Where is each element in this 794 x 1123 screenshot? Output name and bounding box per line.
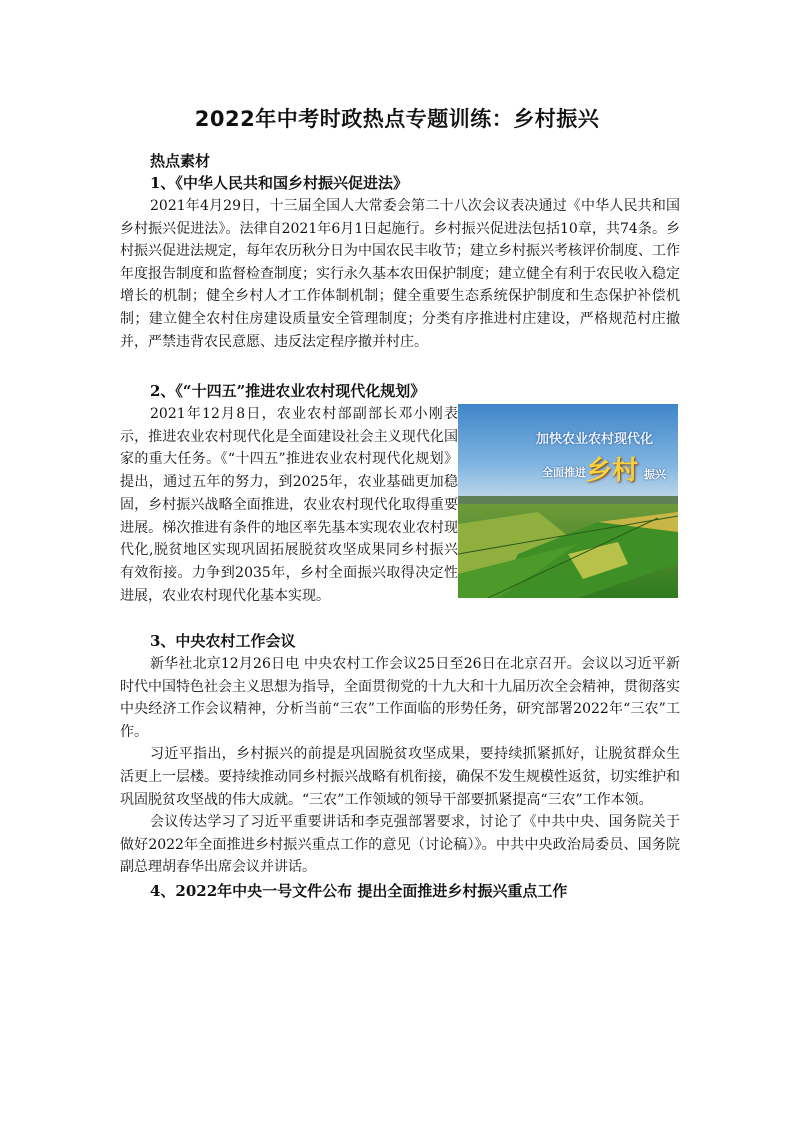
section-1-paragraph: 2021年4月29日，十三届全国人大常委会第二十八次会议表决通过《中华人民共和国乡村振兴促进法》。法律自2021年6月1日起施行。乡村振兴促进法包括10章，共74条。乡村振兴促进法规定，每年农历秋分日为中国农民丰收节；建立乡村振兴考核评价制度、工作年度报告制度和监督检查制度；实行永久基本农田保护制度；建立健全有利于农民收入稳定增长的机制；健全乡村人才工作体制机制；健全重要生态系统保护制度和生态保护补偿机制；建立健全农村住房建设质量安全管理制度；分类有序推进村庄建设，严格规范村庄撤并，严禁违背农民意愿、违反法定程序撤并村庄。 — [120, 198, 680, 350]
section-2-body — [120, 403, 458, 607]
section-1-heading: 1、《中华人民共和国乡村振兴促进法》 — [150, 174, 408, 192]
section-3-body — [120, 653, 680, 879]
section-3-heading: 3、中央农村工作会议 — [150, 632, 296, 650]
section-3-paragraph-1: 新华社北京12月26日电 中央农村工作会议25日至26日在北京召开。会议以习近平新时代中国特色社会主义思想为指导，全面贯彻党的十九大和十九届历次全会精神，贯彻落实中央经济工作会议精神，分析当前“三农”工作面临的形势任务，研究部署2022年“三农”工作。 — [120, 656, 680, 740]
image-caption-big: 乡村 — [586, 456, 639, 486]
section-4-heading: 4、2022年中央一号文件公布 提出全面推进乡村振兴重点工作 — [150, 882, 568, 900]
section-3-paragraph-2: 习近平指出，乡村振兴的前提是巩固脱贫攻坚成果，要持续抓紧抓好，让脱贫群众生活更上一层楼。要持续推动同乡村振兴战略有机衔接，确保不发生规模性返贫，切实维护和巩固脱贫攻坚战的伟大成就。“三农”工作领域的领导干部要抓紧提高“三农”工作本领。 — [120, 746, 680, 808]
section-2-heading: 2、《“十四五”推进农业农村现代化规划》 — [150, 382, 426, 400]
document-title: 2022年中考时政热点专题训练：乡村振兴 — [194, 107, 600, 131]
section-heading-hot-material: 热点素材 — [150, 152, 211, 170]
rural-revitalization-image — [458, 404, 678, 598]
section-3-paragraph-3: 会议传达学习了习近平重要讲话和李克强部署要求，讨论了《中共中央、国务院关于做好2022年全面推进乡村振兴重点工作的意见（讨论稿）》。中共中央政治局委员、国务院副总理胡春华出席会议并讲话。 — [120, 814, 680, 876]
image-caption-prefix: 全面推进 — [542, 466, 586, 479]
image-caption-suffix: 振兴 — [644, 468, 666, 481]
section-1-body — [120, 195, 680, 353]
image-caption-line1: 加快农业农村现代化 — [536, 432, 654, 447]
section-2-paragraph: 2021年12月8日，农业农村部副部长邓小刚表示，推进农业农村现代化是全面建设社会主义现代化国家的重大任务。《“十四五”推进农业农村现代化规划》提出，通过五年的努力，到2025年，农业基础更加稳固，乡村振兴战略全面推进，农业农村现代化取得重要进展。梯次推进有条件的地区率先基本实现农业农村现代化,脱贫地区实现巩固拓展脱贫攻坚成果同乡村振兴有效衔接。力争到2035年，乡村全面振兴取得决定性进展，农业农村现代化基本实现。 — [120, 406, 458, 604]
